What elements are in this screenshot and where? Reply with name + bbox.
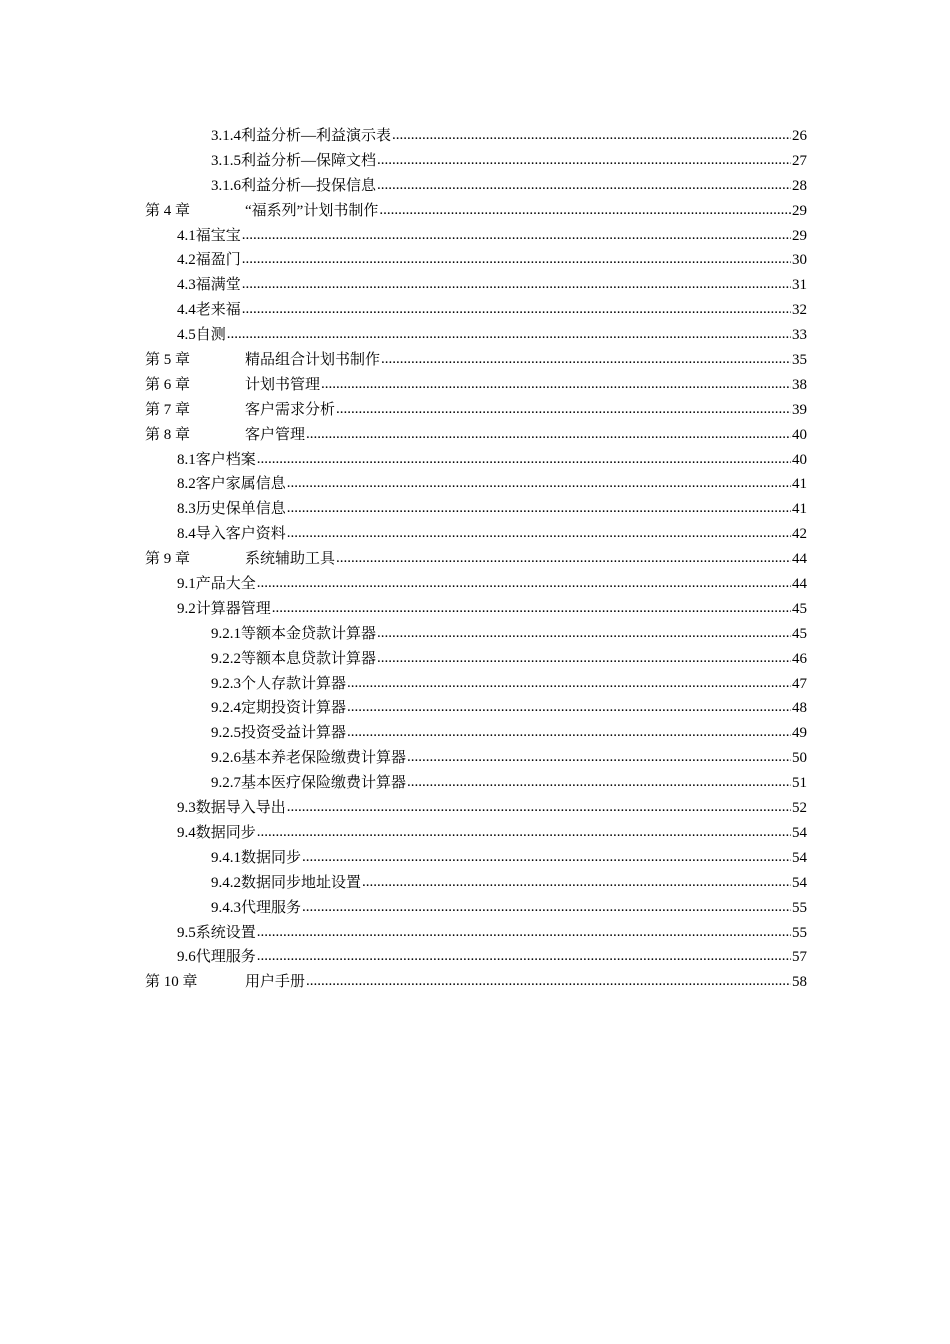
section-number: 8.1 xyxy=(177,451,196,468)
toc-entry[interactable] xyxy=(145,149,807,174)
section-number: 3.1.5 xyxy=(211,152,241,169)
page-number: 47 xyxy=(792,675,807,692)
toc-entry[interactable] xyxy=(145,323,807,348)
toc-entry-title: 系统辅助工具 xyxy=(245,551,336,568)
toc-entry[interactable] xyxy=(145,871,807,896)
chapter-number: 第 10 章 xyxy=(145,974,198,991)
toc-entry[interactable] xyxy=(145,174,807,199)
toc-entry[interactable] xyxy=(145,721,807,746)
dot-leader xyxy=(227,324,791,339)
toc-entry-title: 福宝宝 xyxy=(195,227,241,244)
page-number: 58 xyxy=(792,974,807,991)
page-number: 39 xyxy=(792,401,807,418)
page-number: 54 xyxy=(792,824,807,841)
dot-leader xyxy=(257,449,791,464)
toc-entry[interactable] xyxy=(145,448,807,473)
toc-entry[interactable] xyxy=(145,248,807,273)
toc-entry[interactable] xyxy=(145,273,807,298)
toc-entry-title: 利益分析—保障文档 xyxy=(241,152,377,169)
chapter-number: 第 6 章 xyxy=(145,376,191,393)
dot-leader xyxy=(377,623,791,638)
toc-entry-title: 利益分析—投保信息 xyxy=(241,177,377,194)
toc-entry[interactable] xyxy=(145,522,807,547)
section-number: 4.3 xyxy=(177,277,196,294)
page-number: 26 xyxy=(792,128,807,144)
dot-leader xyxy=(287,797,791,812)
chapter-number: 第 5 章 xyxy=(145,352,191,369)
dot-leader xyxy=(242,299,791,314)
toc-entry-title: 精品组合计划书制作 xyxy=(245,352,381,369)
toc-entry-title: 数据同步 xyxy=(241,849,302,866)
section-number: 9.3 xyxy=(177,800,196,817)
toc-entry-title: 代理服务 xyxy=(241,899,302,916)
toc-entry-title: 数据导入导出 xyxy=(195,800,286,817)
page-number: 45 xyxy=(792,600,807,617)
dot-leader xyxy=(407,772,791,787)
section-number: 3.1.4 xyxy=(211,128,241,144)
toc-entry-title: 代理服务 xyxy=(195,949,256,966)
section-number: 4.1 xyxy=(177,227,196,244)
toc-entry-title: 老来福 xyxy=(195,302,241,319)
section-number: 4.5 xyxy=(177,327,196,344)
page-number: 49 xyxy=(792,725,807,742)
dot-leader xyxy=(302,897,791,912)
toc-entry[interactable] xyxy=(145,199,807,224)
toc-entry[interactable] xyxy=(145,672,807,697)
page-number: 44 xyxy=(792,576,807,593)
toc-entry-title: 数据同步 xyxy=(195,824,256,841)
page-number: 40 xyxy=(792,426,807,443)
toc-entry-title: 福满堂 xyxy=(195,277,241,294)
section-number: 9.2.7 xyxy=(211,775,241,792)
page-number: 51 xyxy=(792,775,807,792)
dot-leader xyxy=(306,424,791,439)
dot-leader xyxy=(257,946,791,961)
toc-entry-title: 基本养老保险缴费计算器 xyxy=(241,750,407,767)
page-number: 42 xyxy=(792,526,807,543)
toc-entry[interactable] xyxy=(145,821,807,846)
toc-entry[interactable] xyxy=(145,348,807,373)
page-number: 52 xyxy=(792,800,807,817)
toc-entry-title: 利益分析—利益演示表 xyxy=(241,128,392,144)
toc-entry-title: 客户档案 xyxy=(195,451,256,468)
page-number: 54 xyxy=(792,874,807,891)
page-number: 57 xyxy=(792,949,807,966)
dot-leader xyxy=(287,498,791,513)
section-number: 8.2 xyxy=(177,476,196,493)
toc-entry[interactable] xyxy=(145,597,807,622)
toc-entry-title: 计划书管理 xyxy=(245,376,321,393)
dot-leader xyxy=(242,249,791,264)
dot-leader xyxy=(242,225,791,240)
toc-entry-title: 产品大全 xyxy=(195,576,256,593)
page-number: 44 xyxy=(792,551,807,568)
page-number: 35 xyxy=(792,352,807,369)
toc-entry[interactable] xyxy=(145,224,807,249)
section-number: 8.4 xyxy=(177,526,196,543)
dot-leader xyxy=(347,673,791,688)
page-number: 45 xyxy=(792,625,807,642)
toc-entry-title: 等额本金贷款计算器 xyxy=(241,625,377,642)
section-number: 9.4.1 xyxy=(211,849,241,866)
dot-leader xyxy=(257,573,791,588)
section-number: 3.1.6 xyxy=(211,177,241,194)
toc-entry[interactable] xyxy=(145,547,807,572)
toc-entry[interactable] xyxy=(145,373,807,398)
section-number: 9.4.2 xyxy=(211,874,241,891)
toc-entry-title: 等额本息贷款计算器 xyxy=(241,650,377,667)
toc-entry[interactable] xyxy=(145,647,807,672)
toc-entry-title: 定期投资计算器 xyxy=(241,700,347,717)
toc-entry-title: 数据同步地址设置 xyxy=(241,874,362,891)
section-number: 9.4 xyxy=(177,824,196,841)
dot-leader xyxy=(257,922,791,937)
dot-leader xyxy=(272,598,791,613)
dot-leader xyxy=(377,150,791,165)
toc-entry-title: 基本医疗保险缴费计算器 xyxy=(241,775,407,792)
dot-leader xyxy=(336,548,791,563)
toc-entry[interactable] xyxy=(145,622,807,647)
page-number: 48 xyxy=(792,700,807,717)
table-of-contents xyxy=(145,124,807,995)
toc-entry-title: 计算器管理 xyxy=(195,600,271,617)
toc-entry-title: 投资受益计算器 xyxy=(241,725,347,742)
page-number: 41 xyxy=(792,476,807,493)
chapter-number: 第 9 章 xyxy=(145,551,191,568)
chapter-number: 第 7 章 xyxy=(145,401,191,418)
toc-entry[interactable] xyxy=(145,921,807,946)
dot-leader xyxy=(242,274,791,289)
section-number: 9.5 xyxy=(177,924,196,941)
page-number: 31 xyxy=(792,277,807,294)
section-number: 9.2.2 xyxy=(211,650,241,667)
page-number: 41 xyxy=(792,501,807,518)
page-number: 54 xyxy=(792,849,807,866)
page-number: 28 xyxy=(792,177,807,194)
section-number: 8.3 xyxy=(177,501,196,518)
dot-leader xyxy=(347,697,791,712)
toc-entry[interactable] xyxy=(145,572,807,597)
toc-entry[interactable] xyxy=(145,970,807,995)
toc-entry[interactable] xyxy=(145,497,807,522)
toc-entry[interactable] xyxy=(145,423,807,448)
dot-leader xyxy=(347,722,791,737)
toc-entry-title: 用户手册 xyxy=(245,974,306,991)
section-number: 9.2.5 xyxy=(211,725,241,742)
dot-leader xyxy=(287,473,791,488)
page-number: 33 xyxy=(792,327,807,344)
toc-entry-title: 客户需求分析 xyxy=(245,401,336,418)
section-number: 9.2 xyxy=(177,600,196,617)
dot-leader xyxy=(336,399,791,414)
toc-entry[interactable] xyxy=(145,696,807,721)
section-number: 4.4 xyxy=(177,302,196,319)
toc-entry[interactable] xyxy=(145,796,807,821)
section-number: 9.2.1 xyxy=(211,625,241,642)
section-number: 9.1 xyxy=(177,576,196,593)
toc-entry-title: 历史保单信息 xyxy=(195,501,286,518)
toc-entry-title: 自测 xyxy=(195,327,226,344)
page-number: 32 xyxy=(792,302,807,319)
chapter-number: 第 4 章 xyxy=(145,202,191,219)
page-number: 55 xyxy=(792,899,807,916)
toc-entry[interactable] xyxy=(145,398,807,423)
toc-entry-title: “福系列”计划书制作 xyxy=(245,202,379,219)
dot-leader xyxy=(306,971,791,986)
page-number: 55 xyxy=(792,924,807,941)
page-number: 30 xyxy=(792,252,807,269)
section-number: 9.6 xyxy=(177,949,196,966)
toc-entry[interactable] xyxy=(145,472,807,497)
dot-leader xyxy=(379,200,791,215)
section-number: 9.4.3 xyxy=(211,899,241,916)
dot-leader xyxy=(377,175,791,190)
dot-leader xyxy=(392,125,791,140)
dot-leader xyxy=(362,872,791,887)
dot-leader xyxy=(407,747,791,762)
page-number: 40 xyxy=(792,451,807,468)
toc-entry-title: 导入客户资料 xyxy=(195,526,286,543)
section-number: 9.2.4 xyxy=(211,700,241,717)
section-number: 4.2 xyxy=(177,252,196,269)
page-number: 50 xyxy=(792,750,807,767)
page-number: 46 xyxy=(792,650,807,667)
toc-entry-title: 系统设置 xyxy=(195,924,256,941)
page-number: 29 xyxy=(792,202,807,219)
toc-entry[interactable] xyxy=(145,746,807,771)
dot-leader xyxy=(381,349,791,364)
chapter-number: 第 8 章 xyxy=(145,426,191,443)
toc-entry[interactable] xyxy=(145,896,807,921)
toc-entry[interactable] xyxy=(145,945,807,970)
dot-leader xyxy=(287,523,791,538)
dot-leader xyxy=(321,374,791,389)
toc-entry-title: 福盈门 xyxy=(195,252,241,269)
toc-entry[interactable] xyxy=(145,298,807,323)
dot-leader xyxy=(377,648,791,663)
toc-entry[interactable] xyxy=(145,124,807,149)
page-number: 29 xyxy=(792,227,807,244)
section-number: 9.2.3 xyxy=(211,675,241,692)
toc-entry-title: 客户家属信息 xyxy=(195,476,286,493)
section-number: 9.2.6 xyxy=(211,750,241,767)
dot-leader xyxy=(302,847,791,862)
toc-entry[interactable] xyxy=(145,771,807,796)
toc-entry[interactable] xyxy=(145,846,807,871)
page-number: 27 xyxy=(792,152,807,169)
toc-entry-title: 个人存款计算器 xyxy=(241,675,347,692)
toc-entry-title: 客户管理 xyxy=(245,426,306,443)
page-number: 38 xyxy=(792,376,807,393)
dot-leader xyxy=(257,822,791,837)
